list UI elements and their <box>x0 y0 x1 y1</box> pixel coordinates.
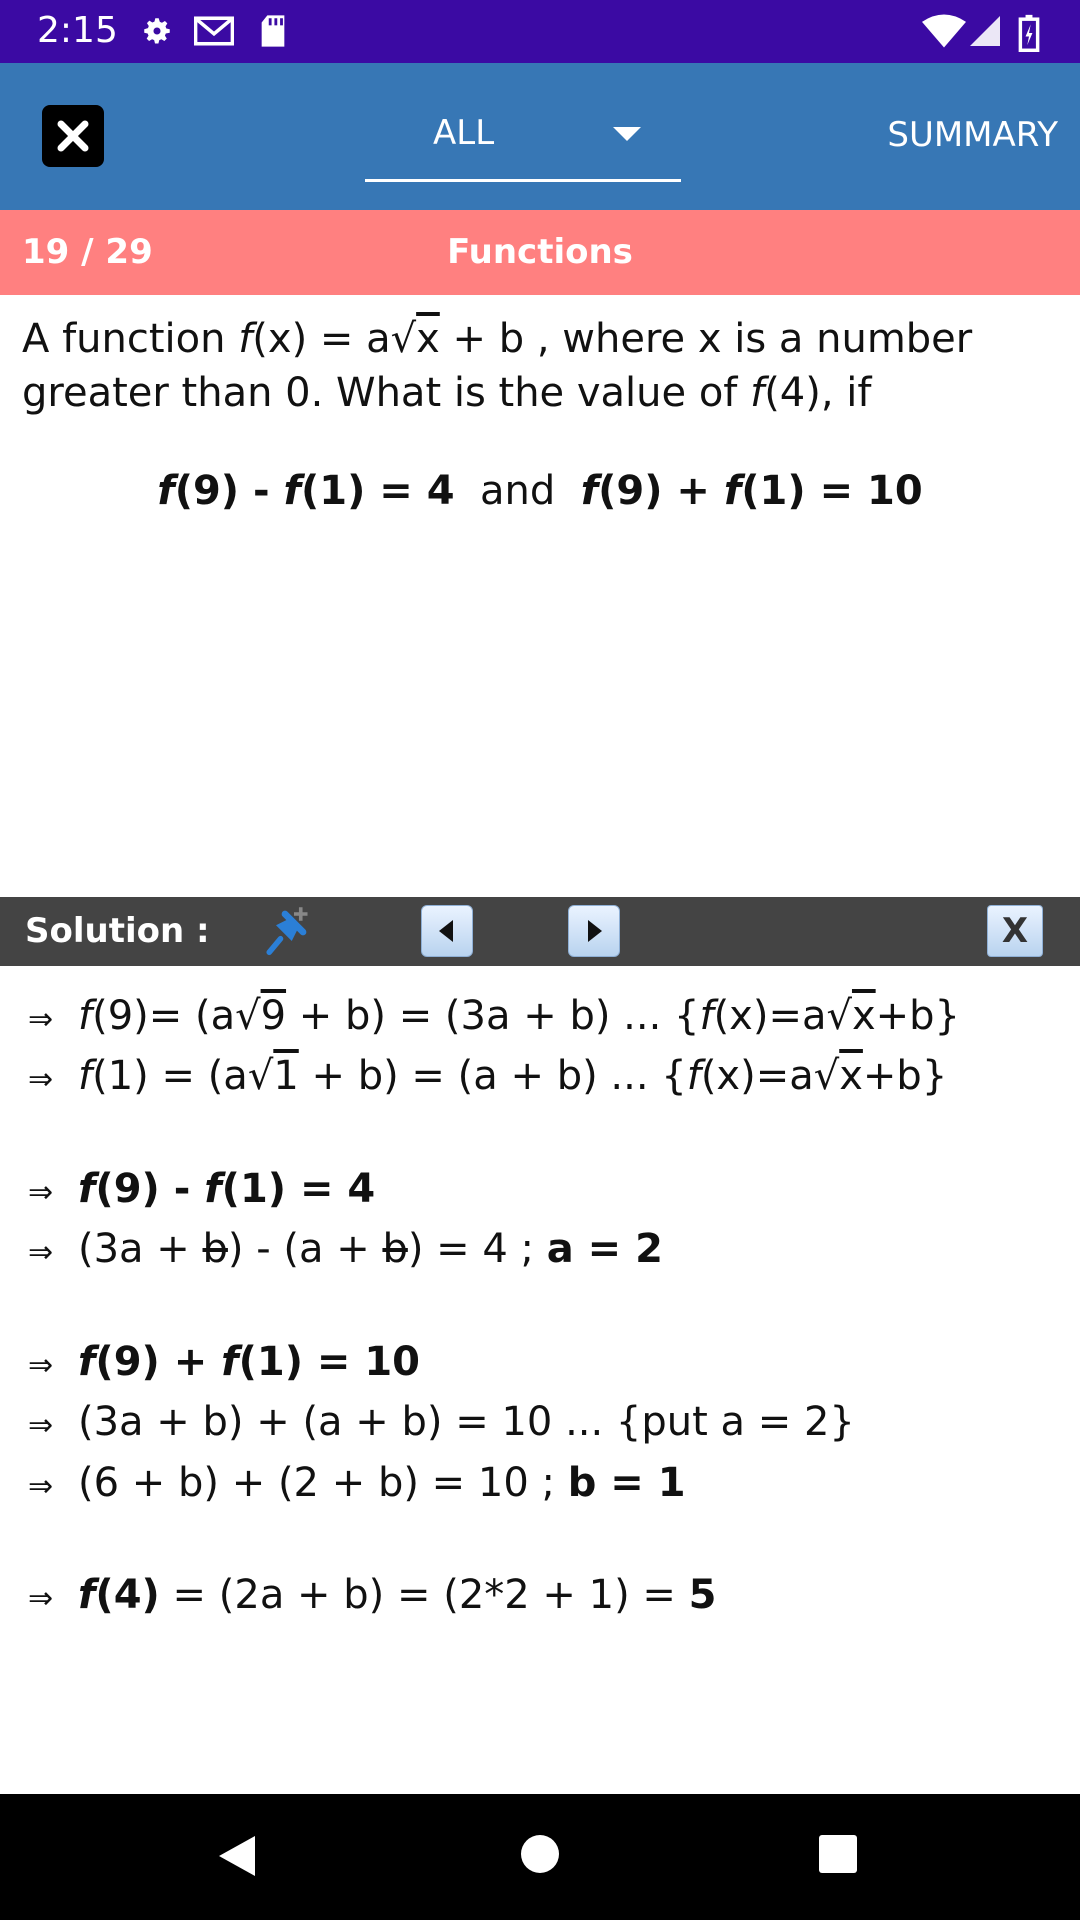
cond-part: (9) + <box>598 468 724 514</box>
category-title: Functions <box>447 232 633 272</box>
filter-value: ALL <box>433 113 495 153</box>
previous-button[interactable] <box>421 905 473 957</box>
next-button[interactable] <box>568 905 620 957</box>
gmail-icon <box>194 14 234 48</box>
question-part: f <box>238 316 253 362</box>
question-part: (4), if <box>764 370 872 416</box>
arrow-icon: ⇒ <box>28 1469 54 1504</box>
step-part: (4) <box>95 1572 160 1618</box>
close-solution-button[interactable]: X <box>987 905 1043 957</box>
step-part: 1 <box>273 1053 299 1099</box>
step-part: 5 <box>688 1572 717 1618</box>
solution-label: Solution : <box>25 911 210 951</box>
arrow-icon: ⇒ <box>28 1348 54 1383</box>
step-part: f <box>221 1339 239 1385</box>
question-text <box>22 312 1052 420</box>
cond-part: and <box>479 468 556 514</box>
solution-step <box>28 1339 420 1385</box>
step-part: f <box>78 1572 96 1618</box>
step-part: b = 1 <box>567 1460 686 1506</box>
step-part: a = 2 <box>546 1226 663 1272</box>
cond-part: f <box>157 468 175 514</box>
step-part: (3a + <box>78 1226 203 1272</box>
cond-part: (9) - <box>174 468 284 514</box>
step-part: ) - (a + <box>227 1226 383 1272</box>
arrow-icon: ⇒ <box>28 1235 54 1270</box>
question-part: A function <box>22 316 239 362</box>
step-part: (1) = 4 <box>221 1166 376 1212</box>
chevron-down-icon <box>613 127 641 141</box>
question-header <box>0 210 1080 295</box>
step-part: f <box>78 1053 93 1099</box>
arrow-icon: ⇒ <box>28 1062 54 1097</box>
top-toolbar <box>0 63 1080 210</box>
sd-card-icon <box>258 14 288 48</box>
solution-step <box>28 1399 855 1445</box>
triangle-right-icon <box>569 906 619 956</box>
step-part: f <box>78 1166 96 1212</box>
step-part: (3a + b) + (a + b) = 10 ... {put a = 2} <box>78 1399 855 1445</box>
step-part: f <box>78 1339 96 1385</box>
recents-nav-icon[interactable] <box>818 1834 858 1874</box>
solution-step <box>28 1053 947 1099</box>
battery-icon <box>1018 14 1040 52</box>
cond-part: f <box>283 468 301 514</box>
step-part: +b} <box>875 993 960 1039</box>
step-part: f <box>686 1053 701 1099</box>
cond-part: (1) = 4 <box>300 468 455 514</box>
pin-add-icon[interactable] <box>258 905 312 959</box>
arrow-icon: ⇒ <box>28 1175 54 1210</box>
step-part: f <box>78 993 93 1039</box>
question-part: (x) = a√ <box>252 316 417 362</box>
step-part: (1) = 10 <box>238 1339 421 1385</box>
step-part: (6 + b) + (2 + b) = 10 ; <box>78 1460 568 1506</box>
step-part: f <box>699 993 714 1039</box>
arrow-icon: ⇒ <box>28 1408 54 1443</box>
question-part: + b , where x is a number greater than 0. What is the value of <box>22 316 973 416</box>
back-nav-icon[interactable] <box>215 1832 259 1880</box>
step-part: b <box>202 1226 228 1272</box>
solution-step <box>28 993 960 1039</box>
step-part: (x)=a√ <box>713 993 852 1039</box>
solution-step <box>28 1572 717 1618</box>
question-part: x <box>416 316 440 362</box>
close-button[interactable] <box>42 105 104 167</box>
arrow-icon: ⇒ <box>28 1002 54 1037</box>
solution-step <box>28 1166 375 1212</box>
cond-part: f <box>580 468 599 514</box>
step-part: x <box>839 1053 863 1099</box>
system-nav-bar <box>0 1794 1080 1920</box>
question-condition <box>0 468 1080 514</box>
filter-dropdown[interactable] <box>365 93 681 182</box>
step-part: (9) + <box>95 1339 222 1385</box>
summary-button[interactable]: SUMMARY <box>887 115 1058 155</box>
cond-part: (1) = 10 <box>741 468 923 514</box>
step-part: + b) = (a + b) ... { <box>298 1053 687 1099</box>
status-bar <box>0 0 1080 63</box>
home-nav-icon[interactable] <box>520 1834 560 1874</box>
step-part: x <box>851 993 876 1039</box>
arrow-icon: ⇒ <box>28 1581 54 1616</box>
step-part: f <box>204 1166 222 1212</box>
close-icon <box>42 105 104 167</box>
step-part: ) = 4 ; <box>407 1226 547 1272</box>
step-part: + b) = (3a + b) ... { <box>286 993 700 1039</box>
step-part: +b} <box>862 1053 948 1099</box>
solution-step <box>28 1226 663 1272</box>
step-part: (x)=a√ <box>700 1053 840 1099</box>
solution-bar <box>0 897 1080 966</box>
status-time: 2:15 <box>37 10 118 51</box>
step-part: (9)= (a√ <box>92 993 261 1039</box>
step-part: b <box>382 1226 408 1272</box>
settings-icon <box>140 14 174 48</box>
solution-step <box>28 1460 686 1506</box>
cell-signal-icon <box>970 14 1000 48</box>
step-part: (1) = (a√ <box>92 1053 274 1099</box>
cond-part: f <box>723 468 742 514</box>
step-part: 9 <box>260 993 287 1039</box>
wifi-icon <box>922 14 966 48</box>
step-part: = (2a + b) = (2*2 + 1) = <box>159 1572 689 1618</box>
question-part: f <box>750 370 765 416</box>
step-part: (9) - <box>95 1166 205 1212</box>
question-counter: 19 / 29 <box>22 232 153 272</box>
triangle-left-icon <box>422 906 472 956</box>
